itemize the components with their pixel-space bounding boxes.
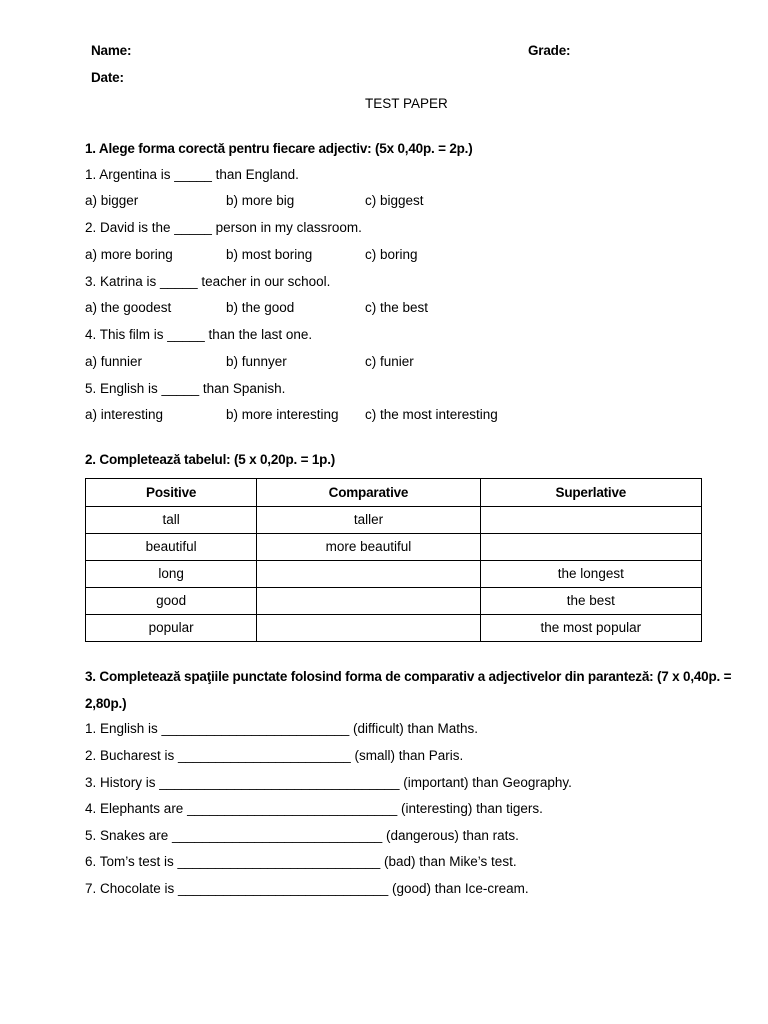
fill-item-7: 7. Chocolate is ____________________________ (good) than Ice-cream. <box>85 881 529 896</box>
table-cell: good <box>86 588 257 615</box>
table-row <box>86 561 702 588</box>
table-cell <box>257 588 480 615</box>
section2-heading: 2. Completează tabelul: (5 x 0,20p. = 1p.) <box>85 452 336 467</box>
option-b: b) most boring <box>226 247 313 262</box>
option-b: b) the good <box>226 300 295 315</box>
fill-item-6: 6. Tom’s test is ___________________________ (bad) than Mike’s test. <box>85 854 517 869</box>
option-c: c) boring <box>365 247 418 262</box>
option-c: c) the most interesting <box>365 407 498 422</box>
option-a: a) the goodest <box>85 300 172 315</box>
option-c: c) the best <box>365 300 429 315</box>
page-title: TEST PAPER <box>365 96 448 111</box>
table-row <box>86 588 702 615</box>
date-label: Date: <box>91 70 124 85</box>
table-cell <box>480 534 701 561</box>
option-b: b) funnyer <box>226 354 287 369</box>
table-row <box>86 507 702 534</box>
fill-item-3: 3. History is ________________________________ (important) than Geography. <box>85 775 572 790</box>
table-cell: tall <box>86 507 257 534</box>
fill-item-4: 4. Elephants are ____________________________ (interesting) than tigers. <box>85 801 543 816</box>
option-c: c) biggest <box>365 193 424 208</box>
option-b: b) more big <box>226 193 295 208</box>
section3-heading-line1: 3. Completează spaţiile punctate folosind forma de comparativ a adjectivelor din paranteză: (7 x 0,40p. = <box>85 669 732 684</box>
table-cell: long <box>86 561 257 588</box>
name-label: Name: <box>91 43 132 58</box>
section3-heading-line2: 2,80p.) <box>85 696 127 711</box>
table-cell <box>257 561 480 588</box>
table-cell: beautiful <box>86 534 257 561</box>
section1-heading: 1. Alege forma corectă pentru fiecare adjectiv: (5x 0,40p. = 2p.) <box>85 141 473 156</box>
table-cell: popular <box>86 615 257 642</box>
column-header-comparative: Comparative <box>257 479 480 507</box>
column-header-superlative: Superlative <box>480 479 701 507</box>
question-5: 5. English is _____ than Spanish. <box>85 381 286 396</box>
question-4: 4. This film is _____ than the last one. <box>85 327 313 342</box>
option-a: a) bigger <box>85 193 139 208</box>
fill-item-2: 2. Bucharest is _______________________ (small) than Paris. <box>85 748 464 763</box>
table-cell <box>257 615 480 642</box>
table-cell: the most popular <box>480 615 701 642</box>
question-2: 2. David is the _____ person in my classroom. <box>85 220 362 235</box>
option-a: a) funnier <box>85 354 143 369</box>
option-a: a) more boring <box>85 247 173 262</box>
question-3: 3. Katrina is _____ teacher in our school. <box>85 274 331 289</box>
fill-item-5: 5. Snakes are ____________________________ (dangerous) than rats. <box>85 828 519 843</box>
table-header-row <box>86 479 702 507</box>
table-row <box>86 534 702 561</box>
table-row <box>86 615 702 642</box>
table-cell <box>480 507 701 534</box>
option-b: b) more interesting <box>226 407 339 422</box>
table-cell: the best <box>480 588 701 615</box>
table-cell: taller <box>257 507 480 534</box>
option-c: c) funier <box>365 354 414 369</box>
adjective-forms-table <box>85 478 702 642</box>
table-cell: more beautiful <box>257 534 480 561</box>
table-cell: the longest <box>480 561 701 588</box>
question-1: 1. Argentina is _____ than England. <box>85 167 299 182</box>
grade-label: Grade: <box>528 43 571 58</box>
option-a: a) interesting <box>85 407 164 422</box>
fill-item-1: 1. English is _________________________ (difficult) than Maths. <box>85 721 479 736</box>
column-header-positive: Positive <box>86 479 257 507</box>
